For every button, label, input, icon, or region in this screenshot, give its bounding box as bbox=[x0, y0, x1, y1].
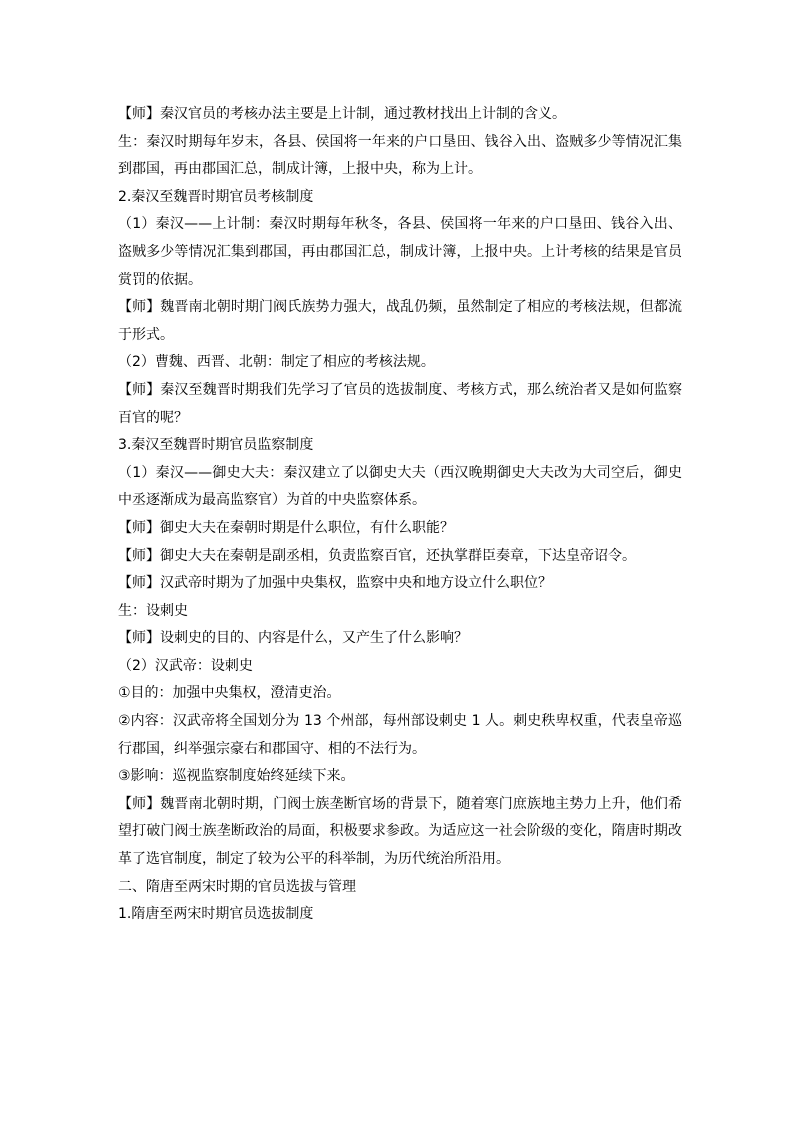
paragraph: （2）曹魏、西晋、北朝：制定了相应的考核法规。 bbox=[118, 354, 435, 371]
paragraph: 【师】魏晋南北朝时期门阀氏族势力强大，战乱仍频，虽然制定了相应的考核法规，但都流于形式。 bbox=[118, 299, 682, 343]
paragraph: 【师】御史大夫在秦朝时期是什么职位，有什么职能？ bbox=[118, 519, 454, 536]
paragraph: 【师】汉武帝时期为了加强中央集权，监察中央和地方设立什么职位？ bbox=[118, 575, 552, 592]
paragraph: （1）秦汉——御史大夫：秦汉建立了以御史大夫（西汉晚期御史大夫改为大司空后，御史中丞逐渐成为最高监察官）为首的中央监察体系。 bbox=[118, 464, 682, 509]
paragraph: 【师】御史大夫在秦朝是副丞相，负责监察百官，还执掌群臣奏章，下达皇帝诏令。 bbox=[118, 547, 636, 564]
paragraph: 生：秦汉时期每年岁末，各县、侯国将一年来的户口垦田、钱谷入出、盗贼多少等情况汇集到郡国，再由郡国汇总，制成计簿，上报中央，称为上计。 bbox=[118, 133, 682, 178]
paragraph: （1）秦汉——上计制：秦汉时期每年秋冬，各县、侯国将一年来的户口垦田、钱谷入出、盗贼多少等情况汇集到郡国，再由郡国汇总，制成计簿，上报中央。上计考核的结果是官员赏罚的依据。 bbox=[118, 216, 682, 288]
section-heading: 1.隋唐至两宋时期官员选拔制度 bbox=[118, 906, 314, 923]
paragraph: 【师】魏晋南北朝时期，门阀士族垄断官场的背景下，随着寒门庶族地主势力上升，他们希望打破门阀士族垄断政治的局面，积极要求参政。为适应这一社会阶级的变化，隋唐时期改革了选官制度，制定了较为公平的科举制，为历代统治所沿用。 bbox=[118, 795, 682, 868]
paragraph: ②内容：汉武帝将全国划分为 13 个州部，每州部设刺史 1 人。刺史秩卑权重，代表皇帝巡行郡国，纠举强宗豪右和郡国守、相的不法行为。 bbox=[118, 713, 682, 757]
paragraph: 【师】秦汉至魏晋时期我们先学习了官员的选拔制度、考核方式，那么统治者又是如何监察百官的呢？ bbox=[118, 381, 682, 426]
paragraph: ①目的：加强中央集权，澄清吏治。 bbox=[118, 685, 341, 702]
paragraph: 【师】秦汉官员的考核办法主要是上计制，通过教材找出上计制的含义。 bbox=[118, 106, 566, 122]
paragraph: 【师】设刺史的目的、内容是什么，又产生了什么影响？ bbox=[118, 630, 468, 647]
section-heading: 2.秦汉至魏晋时期官员考核制度 bbox=[118, 188, 314, 205]
paragraph: （2）汉武帝：设刺史 bbox=[118, 657, 253, 674]
section-heading: 二、隋唐至两宋时期的官员选拔与管理 bbox=[118, 878, 356, 895]
document-body bbox=[118, 101, 682, 929]
section-heading: 3.秦汉至魏晋时期官员监察制度 bbox=[118, 437, 314, 454]
paragraph: 生：设刺史 bbox=[118, 602, 188, 619]
paragraph: ③影响：巡视监察制度始终延续下来。 bbox=[118, 768, 355, 785]
